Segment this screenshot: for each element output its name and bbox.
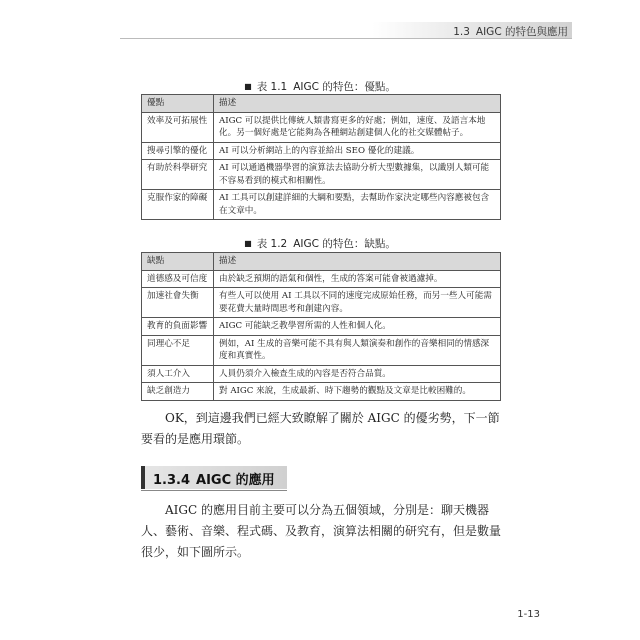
row-label-cell: 效率及可拓展性 xyxy=(142,112,214,142)
description-cell: AI 工具可以創建詳細的大綱和要點，去幫助作家決定哪些內容應被包含在文章中。 xyxy=(214,190,501,220)
description-cell: AI 可以分析網站上的內容並給出 SEO 優化的建議。 xyxy=(214,142,501,160)
description-cell: 人員仍須介入檢查生成的內容是否符合品質。 xyxy=(214,365,501,383)
row-label-cell: 搜尋引擎的優化 xyxy=(142,142,214,160)
row-label-cell: 教育的負面影響 xyxy=(142,318,214,336)
row-label-cell: 加速社會失衡 xyxy=(142,288,214,318)
heading-accent-bar xyxy=(141,466,145,489)
table2-title: AIGC 的特色：缺點。 xyxy=(293,238,396,250)
header-section-number: 1.3 xyxy=(453,26,470,38)
section-title: AIGC 的應用 xyxy=(196,473,275,488)
table1-caption xyxy=(0,79,640,94)
body-paragraph: AIGC 的應用目前主要可以分為五個領域，分別是：聊天機器人、藝術、音樂、程式碼、及教育，演算法相關的研究有，但是數量很少，如下圖所示。 xyxy=(141,503,502,559)
table-row xyxy=(142,190,501,220)
table-disadvantages xyxy=(141,252,501,401)
description-cell: AI 可以通過機器學習的演算法去協助分析大型數據集，以識別人類可能不容易看到的模式和相關性。 xyxy=(214,160,501,190)
row-label-cell: 克服作家的障礙 xyxy=(142,190,214,220)
table-row xyxy=(142,365,501,383)
column-header: 優點 xyxy=(142,95,214,113)
section-heading xyxy=(141,466,287,489)
section-number: 1.3.4 xyxy=(153,473,191,488)
header-section-title: AIGC 的特色與應用 xyxy=(475,26,568,38)
table1-label: 表 1.1 xyxy=(256,81,288,93)
row-label-cell: 道德感及可信度 xyxy=(142,270,214,288)
table-row xyxy=(142,160,501,190)
square-bullet-icon: ■ xyxy=(244,82,252,91)
table2-caption xyxy=(0,236,640,251)
description-cell: AIGC 可以提供比傳統人類書寫更多的好處；例如，速度、及語言本地化。另一個好處是它能夠為各種網站創建個人化的社交媒體帖子。 xyxy=(214,112,501,142)
table-row xyxy=(142,112,501,142)
row-label-cell: 缺乏創造力 xyxy=(142,383,214,401)
page-number: 1-13 xyxy=(517,609,540,620)
column-header: 描述 xyxy=(214,253,501,271)
row-label-cell: 須人工介入 xyxy=(142,365,214,383)
square-bullet-icon: ■ xyxy=(244,239,252,248)
description-cell: 有些人可以使用 AI 工具以不同的速度完成原始任務，而另一些人可能需要花費大量時間思考和創建內容。 xyxy=(214,288,501,318)
description-cell: 例如，AI 生成的音樂可能不具有與人類演奏和創作的音樂相同的情感深度和真實性。 xyxy=(214,335,501,365)
description-cell: 對 AIGC 來說，生成最新、時下趨勢的觀點及文章是比較困難的。 xyxy=(214,383,501,401)
body-paragraph: OK，到這邊我們已經大致瞭解了關於 AIGC 的優劣勢，下一節要看的是應用環節。 xyxy=(141,411,500,446)
table-row xyxy=(142,335,501,365)
column-header: 描述 xyxy=(214,95,501,113)
table-row xyxy=(142,288,501,318)
row-label-cell: 有助於科學研究 xyxy=(142,160,214,190)
table-row xyxy=(142,318,501,336)
table-row xyxy=(142,142,501,160)
table-header-row xyxy=(142,253,501,271)
table-header-row xyxy=(142,95,501,113)
table2-label: 表 1.2 xyxy=(256,238,288,250)
section-rule xyxy=(141,490,287,491)
description-cell: 由於缺乏預期的語氣和個性，生成的答案可能會被過濾掉。 xyxy=(214,270,501,288)
column-header: 缺點 xyxy=(142,253,214,271)
description-cell: AIGC 可能缺乏教學習所需的人性和個人化。 xyxy=(214,318,501,336)
running-header xyxy=(447,24,568,39)
row-label-cell: 同理心不足 xyxy=(142,335,214,365)
table-row xyxy=(142,383,501,401)
table1-title: AIGC 的特色：優點。 xyxy=(293,81,396,93)
table-advantages xyxy=(141,94,501,220)
table-row xyxy=(142,270,501,288)
